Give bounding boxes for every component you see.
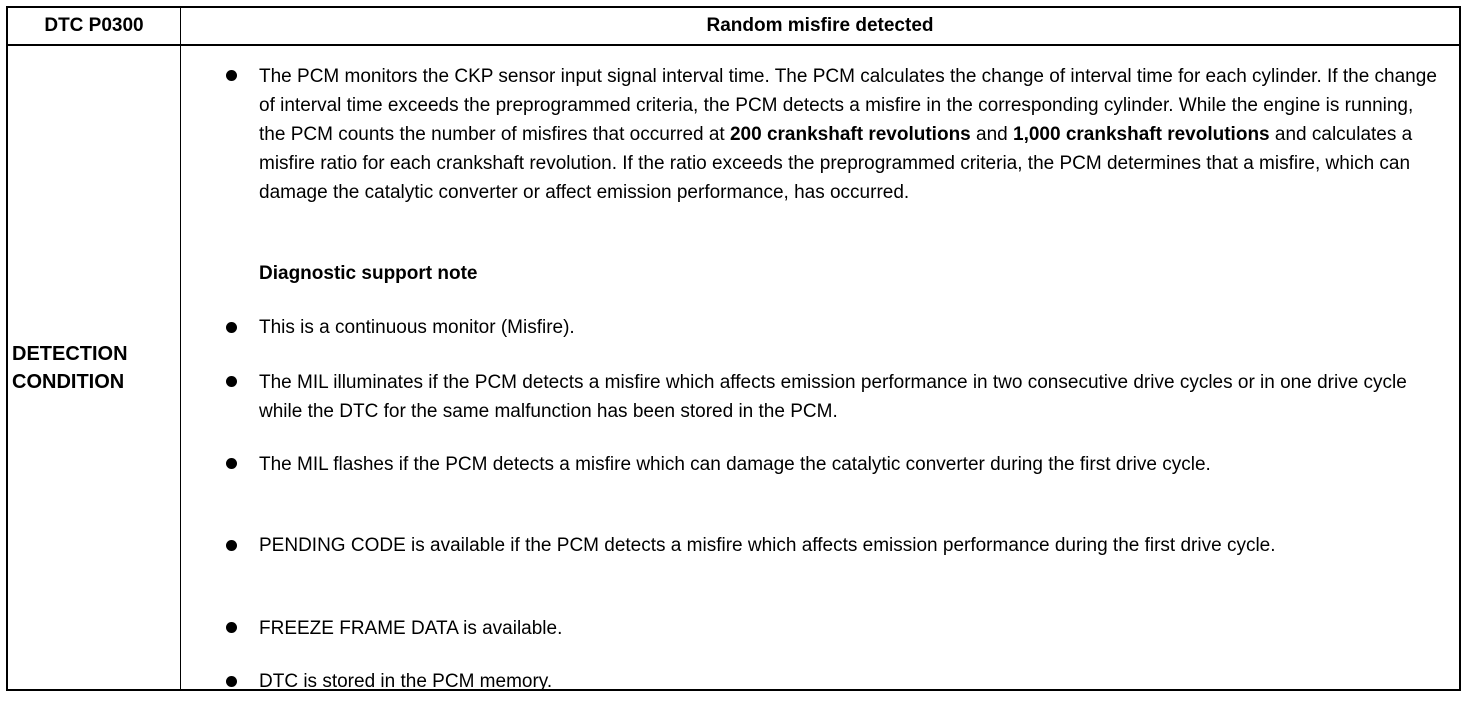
bullet-icon bbox=[226, 622, 237, 633]
bullet-icon bbox=[226, 376, 237, 387]
list-item: The MIL illuminates if the PCM detects a misfire which affects emission performance in two consecutive drive cycles or in one drive cycle while the DTC for the same malfunction has been stored in the PCM. bbox=[259, 372, 1407, 422]
list-item: DTC is stored in the PCM memory. bbox=[259, 671, 553, 692]
list-item: This is a continuous monitor (Misfire). bbox=[259, 317, 575, 338]
dtc-code-cell: DTC P0300 bbox=[44, 15, 144, 36]
description-paragraph: The PCM monitors the CKP sensor input signal interval time. The PCM calculates the change of interval time for each cylinder. If the change of interval time exceeds the preprogrammed criteria, the PCM detects a misfire in the corresponding cylinder. While the engine is running, the PCM counts the number of misfires that occurred at 200 crankshaft revolutions and 1,000 crankshaft revolutions and calculates a misfire ratio for each crankshaft revolution. If the ratio exceeds the preprogrammed criteria, the PCM determines that a misfire, which can damage the catalytic converter or affect emission performance, has occurred. bbox=[259, 66, 1437, 203]
list-item: The MIL flashes if the PCM detects a misfire which can damage the catalytic converter during the first drive cycle. bbox=[259, 454, 1211, 475]
detection-condition-content bbox=[181, 46, 1459, 692]
bullet-icon bbox=[226, 676, 237, 687]
bullet-icon bbox=[226, 458, 237, 469]
table-header-row bbox=[8, 8, 1459, 46]
bullet-icon bbox=[226, 70, 237, 81]
detection-condition-label-cell bbox=[8, 46, 180, 689]
list-item: FREEZE FRAME DATA is available. bbox=[259, 618, 563, 639]
list-item: PENDING CODE is available if the PCM detects a misfire which affects emission performance during the first drive cycle. bbox=[259, 535, 1276, 556]
dtc-title-cell: Random misfire detected bbox=[180, 8, 1459, 44]
dtc-table bbox=[6, 6, 1461, 691]
detection-condition-label: DETECTION CONDITION bbox=[12, 342, 128, 393]
bullet-icon bbox=[226, 322, 237, 333]
bullet-icon bbox=[226, 540, 237, 551]
diagnostic-support-note-heading: Diagnostic support note bbox=[259, 263, 478, 284]
